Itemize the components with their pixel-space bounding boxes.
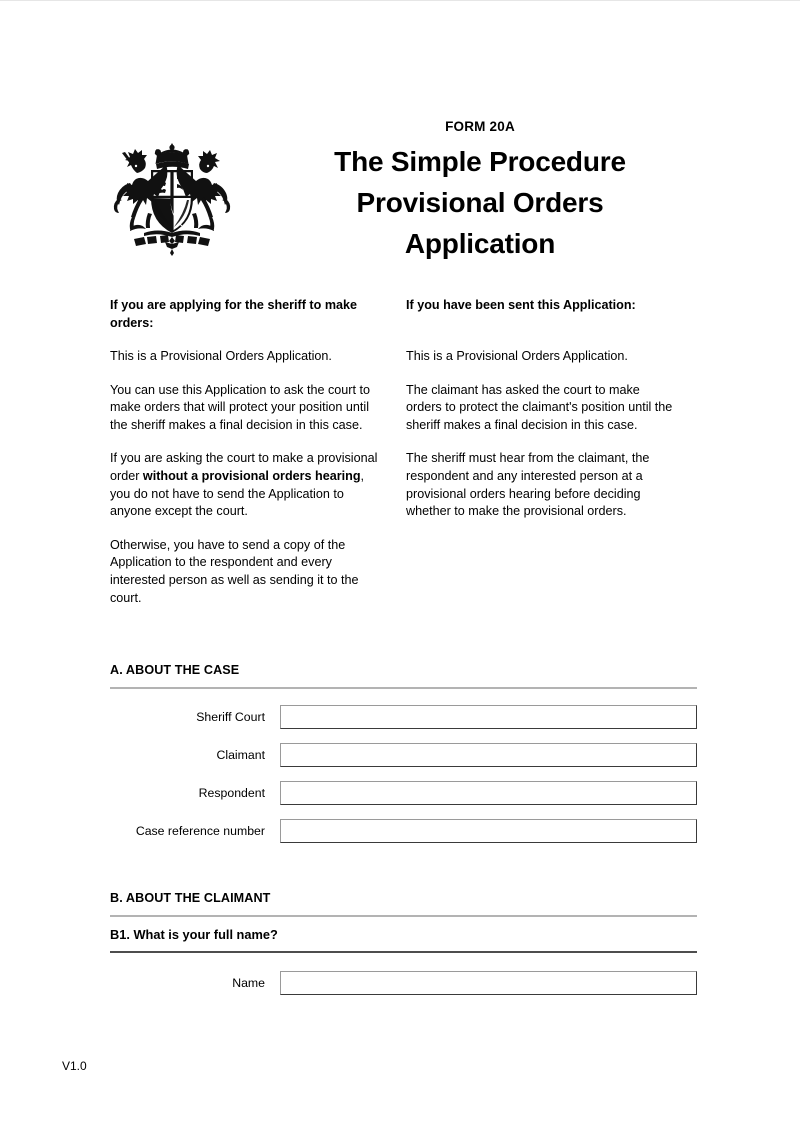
section-b-rule: [110, 915, 697, 917]
field-row-name: [110, 971, 697, 997]
subsection-b1-rule: [110, 951, 697, 953]
section-a-title: A. ABOUT THE CASE: [110, 663, 240, 677]
intro-left-paragraph-3: [110, 450, 382, 520]
field-row-respondent: [110, 781, 697, 807]
royal-coat-of-arms-icon: [104, 137, 240, 259]
intro-left-rich-bold: without a provisional orders hearing: [142, 468, 361, 483]
intro-right-paragraph-3: The sheriff must hear from the claimant, the respondent and any interested person at a provisional orders hearing before deciding whether to make the provisional orders.: [406, 451, 650, 519]
subsection-b1-title: B1. What is your full name?: [110, 927, 278, 942]
section-about-the-claimant: [110, 891, 697, 997]
label-respondent: Respondent: [198, 786, 265, 800]
intro-column-left: [110, 297, 382, 623]
intro-right-paragraph-2: The claimant has asked the court to make orders to protect the claimant's position until the sheriff makes a final decision in this case.: [406, 382, 673, 432]
input-case-reference-number[interactable]: [280, 819, 697, 843]
intro-left-rich-before: If you are asking the court to make a provisional order: [110, 451, 378, 483]
field-row-claimant: [110, 743, 697, 769]
intro-right-heading: If you have been sent this Application:: [406, 298, 636, 312]
input-sheriff-court[interactable]: [280, 705, 697, 729]
input-claimant[interactable]: [280, 743, 697, 767]
intro-left-paragraph-4: Otherwise, you have to send a copy of the Application to the respondent and every interested person as well as sending it to the court.: [110, 537, 359, 605]
input-name[interactable]: [280, 971, 697, 995]
section-about-the-case: [110, 663, 697, 845]
field-row-case-reference-number: [110, 819, 697, 845]
label-case-reference-number: Case reference number: [135, 824, 265, 838]
label-claimant: Claimant: [216, 748, 265, 762]
intro-left-rich-after: , you do not have to send the Application to anyone except the court.: [110, 468, 365, 519]
intro-right-spacer: [406, 331, 678, 349]
label-sheriff-court: Sheriff Court: [196, 710, 265, 724]
intro-column-right: [406, 297, 678, 537]
section-b-title: B. ABOUT THE CLAIMANT: [110, 891, 271, 905]
section-a-rule: [110, 687, 697, 689]
page-title: [270, 141, 690, 264]
input-respondent[interactable]: [280, 781, 697, 805]
document-header: [0, 119, 800, 269]
title-line-2: Provisional Orders: [356, 187, 604, 218]
intro-left-heading: If you are applying for the sheriff to make orders:: [110, 298, 358, 330]
intro-right-paragraph-1: This is a Provisional Orders Application.: [406, 349, 628, 363]
title-line-1: The Simple Procedure: [334, 146, 626, 177]
form-number: FORM 20A: [445, 119, 515, 134]
field-row-sheriff-court: [110, 705, 697, 731]
label-name: Name: [232, 976, 265, 990]
intro-left-paragraph-2: You can use this Application to ask the court to make orders that will protect your position until the sheriff makes a final decision in this case.: [110, 382, 370, 432]
intro-left-paragraph-1: This is a Provisional Orders Application.: [110, 349, 332, 363]
footer-version: V1.0: [62, 1059, 87, 1073]
title-line-3: Application: [404, 228, 556, 259]
title-block: [270, 119, 690, 264]
